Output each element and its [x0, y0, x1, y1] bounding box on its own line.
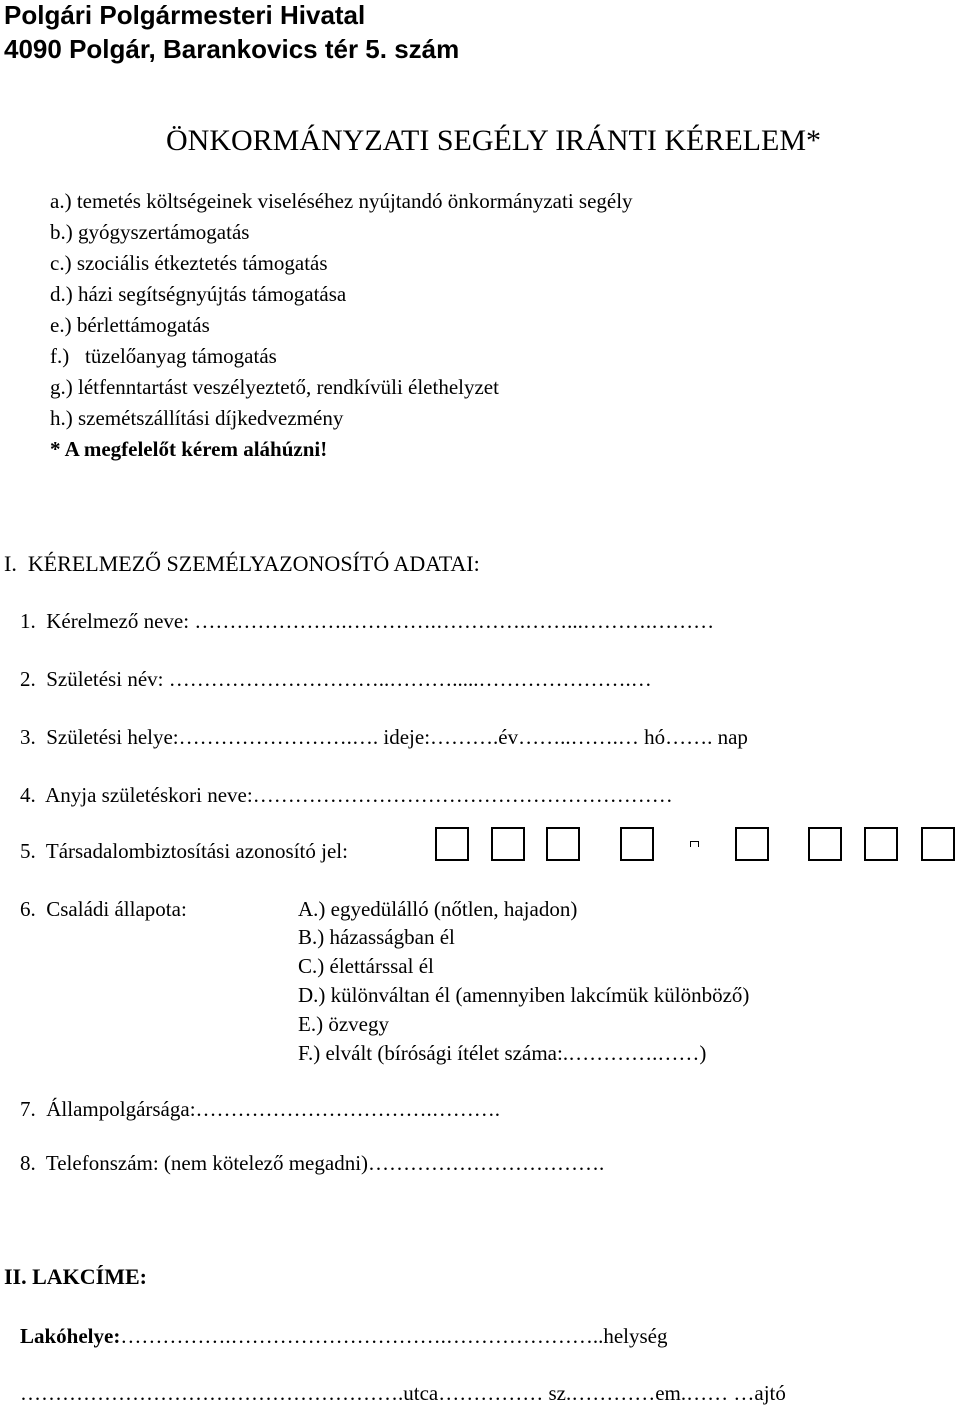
option-a[interactable]: a.) temetés költségeinek viseléséhez nyújtandó önkormányzati segély	[50, 189, 633, 213]
marital-option-f[interactable]: F.) elvált (bírósági ítélet száma:.………….……)	[298, 1041, 707, 1065]
taj-digit-box[interactable]	[620, 827, 654, 861]
option-d[interactable]: d.) házi segítségnyújtás támogatása	[50, 282, 347, 306]
option-c[interactable]: c.) szociális étkeztetés támogatás	[50, 251, 328, 275]
office-name: Polgári Polgármesteri Hivatal	[4, 0, 366, 30]
option-f[interactable]: f.) tüzelőanyag támogatás	[50, 344, 277, 368]
citizenship-field[interactable]: 7. Állampolgársága:…………………………….……….	[20, 1097, 501, 1121]
birth-place-date-field[interactable]: 3. Születési helye:…………………….…. ideje:……….év……..…….… hó……. nap	[20, 725, 748, 749]
taj-digit-box[interactable]	[435, 827, 469, 861]
form-title: ÖNKORMÁNYZATI SEGÉLY IRÁNTI KÉRELEM*	[166, 124, 821, 157]
taj-digit-box[interactable]	[921, 827, 955, 861]
residence-label: Lakóhelye:	[20, 1324, 121, 1348]
section2-heading: II. LAKCÍME:	[4, 1264, 148, 1289]
marital-option-a[interactable]: A.) egyedülálló (nőtlen, hajadon)	[298, 897, 578, 921]
option-g[interactable]: g.) létfenntartást veszélyeztető, rendkívüli élethelyzet	[50, 375, 499, 399]
marital-option-d[interactable]: D.) különváltan él (amennyiben lakcímük különböző)	[298, 983, 750, 1007]
office-address: 4090 Polgár, Barankovics tér 5. szám	[4, 34, 460, 64]
birth-name-field[interactable]: 2. Születési név: …………………………..……….....………………….…	[20, 667, 652, 691]
taj-digit-box[interactable]	[808, 827, 842, 861]
taj-digit-box[interactable]	[491, 827, 525, 861]
option-b[interactable]: b.) gyógyszertámogatás	[50, 220, 250, 244]
taj-label: 5. Társadalombiztosítási azonosító jel:	[20, 839, 348, 863]
section1-heading: I. KÉRELMEZŐ SZEMÉLYAZONOSÍTÓ ADATAI:	[4, 551, 480, 576]
option-h[interactable]: h.) szemétszállítási díjkedvezmény	[50, 406, 344, 430]
taj-digit-box[interactable]	[864, 827, 898, 861]
marital-status-label: 6. Családi állapota:	[20, 897, 187, 921]
marital-option-b[interactable]: B.) házasságban él	[298, 925, 455, 949]
option-e[interactable]: e.) bérlettámogatás	[50, 313, 210, 337]
marital-option-c[interactable]: C.) élettárssal él	[298, 954, 434, 978]
underline-note: * A megfelelőt kérem aláhúzni!	[50, 437, 328, 461]
marital-option-e[interactable]: E.) özvegy	[298, 1012, 389, 1036]
tick-mark-icon	[690, 841, 699, 847]
taj-digit-box[interactable]	[678, 827, 712, 861]
address-line-field[interactable]: ……………………………………………….utca…………… sz.…………em.…… …ajtó	[20, 1381, 786, 1405]
taj-digit-box[interactable]	[735, 827, 769, 861]
phone-field[interactable]: 8. Telefonszám: (nem kötelező megadni)…………………………….	[20, 1151, 605, 1175]
applicant-name-field[interactable]: 1. Kérelmező neve: ………………….………….………….……...……….………	[20, 609, 715, 633]
mother-name-field[interactable]: 4. Anyja születéskori neve:……………………………………………………	[20, 783, 673, 807]
taj-digit-box[interactable]	[546, 827, 580, 861]
residence-field[interactable]: Lakóhelye:…………….………………………….…………………..helység	[20, 1324, 668, 1348]
